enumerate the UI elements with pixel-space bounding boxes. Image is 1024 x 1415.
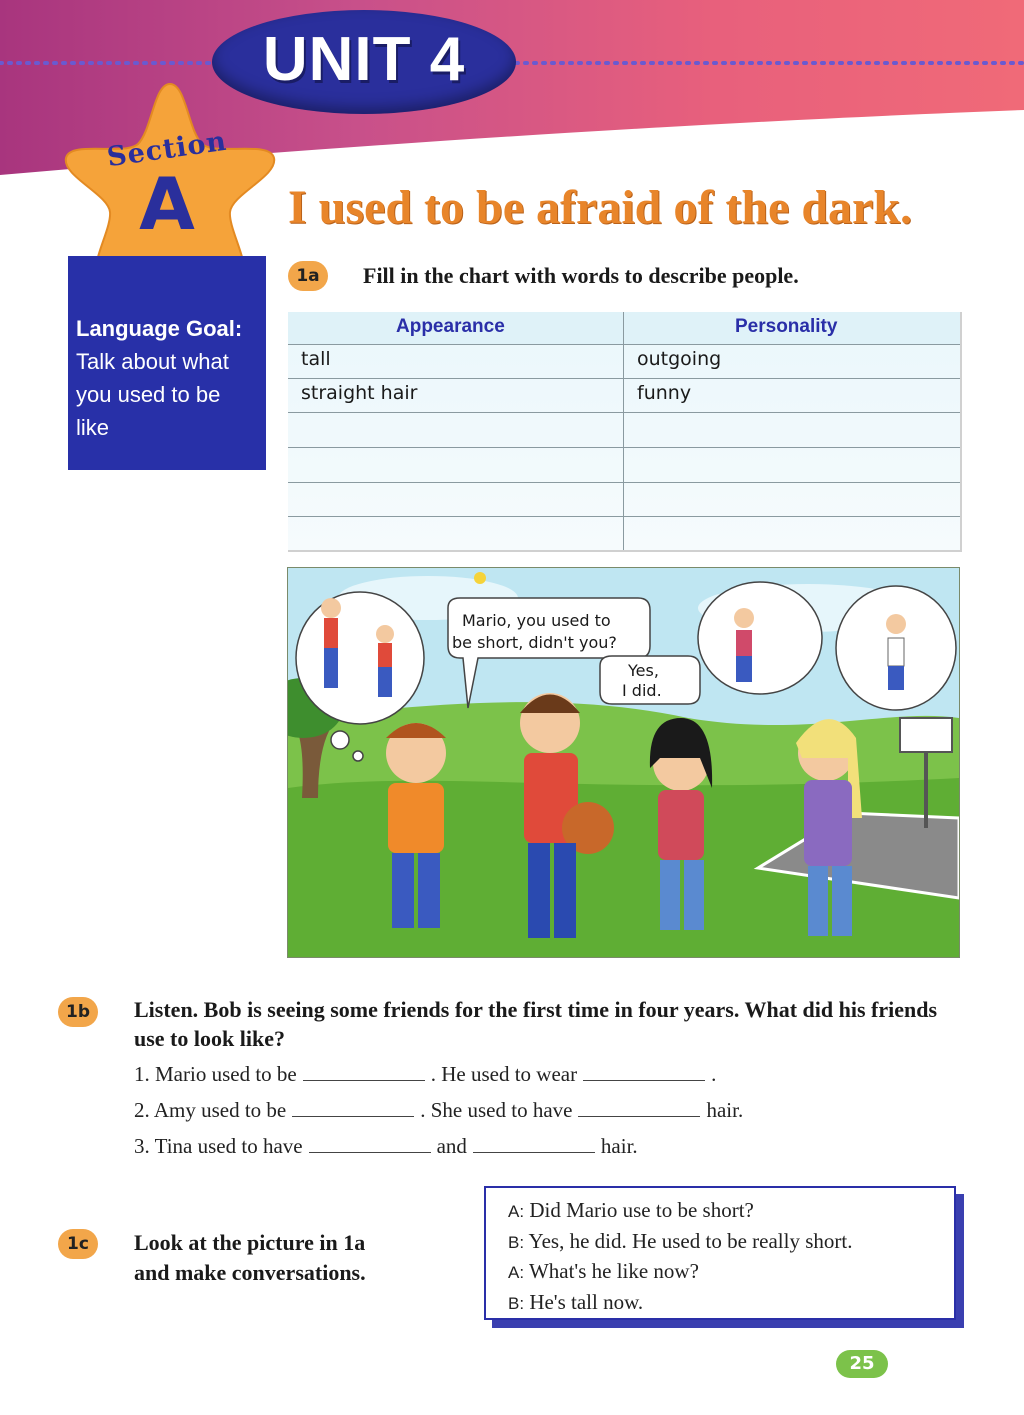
conversation-box	[484, 1186, 956, 1320]
speaker-label: A:	[508, 1202, 525, 1221]
chart-row-empty[interactable]	[288, 448, 960, 483]
unit-label: UNIT	[262, 25, 412, 94]
blank-field[interactable]	[578, 1098, 700, 1117]
page-title: I used to be afraid of the dark.	[288, 181, 913, 234]
fill-item-2	[134, 1098, 743, 1123]
conversation-text: Did Mario use to be short?	[529, 1198, 754, 1222]
language-goal-text-1: Talk about what	[76, 349, 229, 374]
section-letter: A	[139, 162, 195, 246]
blank-field[interactable]	[303, 1062, 425, 1081]
conversation-line	[508, 1227, 954, 1258]
chart-header-row	[288, 312, 960, 345]
speaker-label: A:	[508, 1263, 525, 1282]
fill-item-3	[134, 1134, 638, 1159]
describe-people-chart	[288, 312, 962, 552]
chart-row	[288, 379, 960, 413]
fill-item-1	[134, 1062, 716, 1087]
language-goal-text-3: like	[76, 415, 110, 440]
fill-item-3-text-a: 3. Tina used to have	[134, 1134, 303, 1158]
instruction-1a: Fill in the chart with words to describe people.	[363, 263, 799, 288]
speaker-label: B:	[508, 1232, 525, 1252]
fill-item-1-text-c: .	[711, 1062, 717, 1086]
blank-field[interactable]	[473, 1134, 595, 1153]
illustration-friends-park	[287, 567, 960, 958]
chart-cell: outgoing	[637, 348, 722, 370]
badge-1b: 1b	[58, 997, 98, 1027]
fill-item-1-text-b: . He used to wear	[430, 1062, 578, 1086]
conversation-text: He's tall now.	[529, 1289, 644, 1314]
fill-item-2-text-c: hair.	[706, 1098, 744, 1122]
chart-row-empty[interactable]	[288, 413, 960, 448]
instruction-1c-line2: and make conversations.	[134, 1260, 366, 1285]
chart-cell: tall	[301, 348, 331, 370]
fill-item-3-text-c: hair.	[600, 1134, 638, 1158]
instruction-1b: Listen. Bob is seeing some friends for the first time in four years. What did his friends use to look like?	[134, 997, 938, 1051]
blank-field[interactable]	[309, 1134, 431, 1153]
conversation-text: Yes, he did. He used to be really short.	[528, 1228, 853, 1253]
speech-bubble-yes-line2: I did.	[622, 681, 662, 700]
speech-bubble-mario-line2: be short, didn't you?	[452, 633, 617, 652]
speaker-label: B:	[508, 1293, 525, 1313]
chart-header-personality: Personality	[735, 316, 838, 337]
language-goal-label: Language Goal:	[76, 316, 243, 341]
chart-cell: straight hair	[301, 382, 418, 404]
page-number: 25	[836, 1350, 888, 1378]
fill-item-2-text-a: 2. Amy used to be	[134, 1098, 287, 1122]
chart-row	[288, 345, 960, 379]
blank-field[interactable]	[583, 1062, 705, 1081]
language-goal-box	[68, 256, 266, 470]
conversation-line	[508, 1196, 954, 1227]
section-word: Section	[105, 125, 229, 174]
conversation-line	[508, 1288, 954, 1319]
fill-item-1-text-a: 1. Mario used to be	[134, 1062, 297, 1086]
language-goal-text-2: you used to be	[76, 382, 221, 407]
instruction-1c-line1: Look at the picture in 1a	[134, 1230, 366, 1255]
fill-item-3-text-b: and	[436, 1134, 467, 1158]
instruction-1c	[134, 1228, 434, 1288]
chart-row-empty[interactable]	[288, 483, 960, 517]
chart-column-divider	[623, 312, 624, 550]
blank-field[interactable]	[292, 1098, 414, 1117]
conversation-line	[508, 1257, 954, 1288]
badge-1a: 1a	[288, 261, 328, 291]
chart-cell: funny	[637, 382, 692, 404]
unit-number: 4	[429, 25, 466, 94]
badge-1c: 1c	[58, 1229, 98, 1259]
speech-bubble-mario-line1: Mario, you used to	[462, 611, 611, 630]
chart-header-appearance: Appearance	[396, 316, 505, 337]
conversation-text: What's he like now?	[528, 1259, 699, 1283]
speech-bubble-yes-line1: Yes,	[628, 661, 659, 680]
fill-item-2-text-b: . She used to have	[420, 1098, 573, 1122]
